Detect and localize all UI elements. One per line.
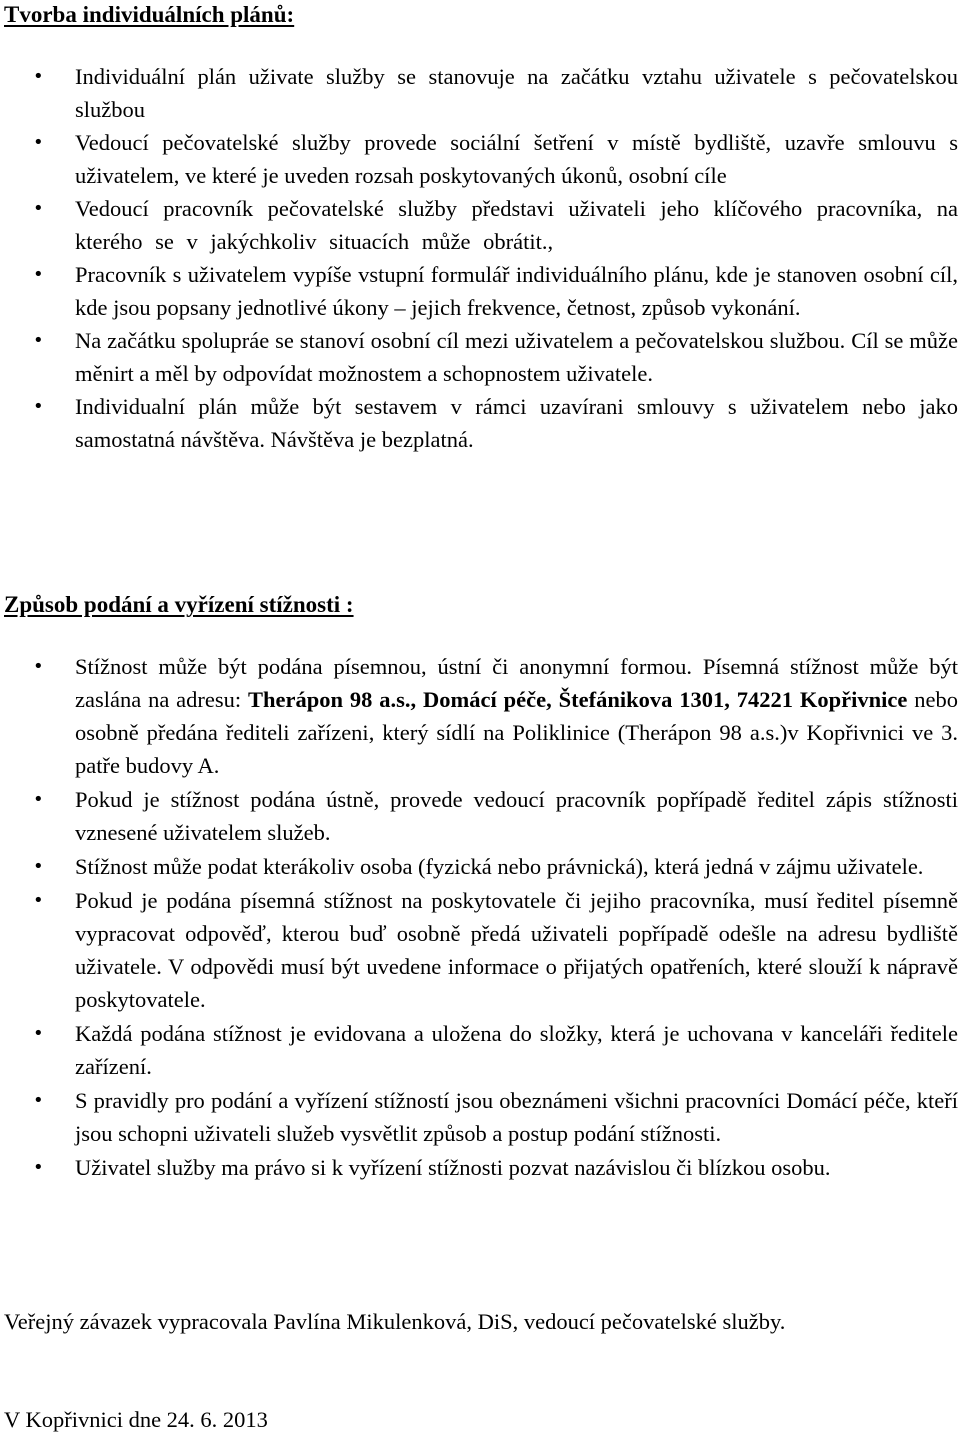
list-item: [0, 192, 958, 258]
list-item-text: Pracovník s uživatelem vypíše vstupní formulář individuálního plánu, kde je stanoven osobní cíl, kde jsou popsany jednotlivé úkony – jejich frekvence, četnost, způsob vykonání.: [75, 262, 958, 320]
list-item: [0, 650, 958, 782]
public-commitment-note: Veřejný závazek vypracovala Pavlína Mikulenková, DiS, vedoucí pečovatelské služby.: [4, 1309, 786, 1334]
list-item-text: Stížnost může být podána písemnou, ústní či anonymní formou. Písemná stížnost může být zaslána na adresu:: [75, 654, 958, 712]
list-item: [0, 324, 958, 390]
list-item-text: Uživatel služby ma právo si k vyřízení stížnosti pozvat nazávislou či blízkou osobu.: [75, 1155, 831, 1180]
bullet-icon: •: [33, 1157, 44, 1178]
list-item-text: Pokud je podána písemná stížnost na poskytovatele či jejiho pracovníka, musí ředitel písemně vypracovat odpověď, kterou buď osobně předá uživateli popřípadě odešle na adresu bydliště uživatele. V odpovědi musí být uvedene informace o přijatých opatřeních, které slouží k nápravě poskytovatele.: [75, 888, 958, 1012]
list-item-text: nebo osobně předána řediteli zařízeni, který sídlí na Poliklinice (Therápon 98 a.s.)v Kopřivnici ve 3. patře budovy A.: [75, 687, 958, 778]
section-title-complaints: Způsob podání a vyřízení stížnosti :: [4, 592, 354, 617]
bullet-icon: •: [33, 856, 44, 877]
list-item: [0, 390, 958, 456]
list-item-text: Pokud je stížnost podána ústně, provede vedoucí pracovník popřípadě ředitel zápis stížnosti vznesené uživatelem služeb.: [75, 787, 958, 845]
list-item-text: Individualní plán může být sestavem v rámci uzavírani smlouvy s uživatelem nebo jako samostatná návštěva. Návštěva je bezplatná.: [75, 394, 958, 452]
individual-plans-list: [0, 60, 958, 456]
bullet-icon: •: [33, 890, 44, 911]
list-item: [0, 850, 958, 883]
bullet-icon: •: [33, 66, 44, 87]
list-item: [0, 1017, 958, 1083]
bullet-icon: •: [33, 330, 44, 351]
place-date: V Kopřivnici dne 24. 6. 2013: [4, 1407, 268, 1432]
bullet-icon: •: [33, 1023, 44, 1044]
list-item-text: Každá podána stížnost je evidovana a uložena do složky, která je uchovana v kanceláři ředitele zařízení.: [75, 1021, 958, 1079]
bullet-icon: •: [33, 656, 44, 677]
section-title-individual-plans: Tvorba individuálních plánů:: [4, 2, 295, 27]
bullet-icon: •: [33, 1090, 44, 1111]
list-item-text: S pravidly pro podání a vyřízení stížností jsou obeznámeni všichni pracovníci Domácí péče, kteří jsou schopni uživateli služeb vysvětlit způsob a postup podání stížnosti.: [75, 1088, 958, 1146]
bullet-icon: •: [33, 396, 44, 417]
list-item-text: Vedoucí pracovník pečovatelské služby představi uživateli jeho klíčového pracovníka, na kterého se v jakýchkoliv situacích může obrátit.,: [75, 196, 958, 254]
list-item: [0, 1151, 958, 1184]
list-item: [0, 258, 958, 324]
list-item: [0, 60, 958, 126]
bullet-icon: •: [33, 264, 44, 285]
list-item-text: Na začátku spolupráe se stanoví osobní cíl mezi uživatelem a pečovatelskou službou. Cíl se může měnirt a měl by odpovídat možnostem a schopnostem uživatele.: [75, 328, 958, 386]
list-item: [0, 884, 958, 1016]
bullet-icon: •: [33, 198, 44, 219]
list-item-text: Individuální plán uživate služby se stanovuje na začátku vztahu uživatele s pečovatelskou službou: [75, 64, 958, 122]
bullet-icon: •: [33, 132, 44, 153]
list-item: [0, 1084, 958, 1150]
address-text: Therápon 98 a.s., Domácí péče, Štefánikova 1301, 74221 Kopřivnice: [248, 687, 908, 712]
list-item: [0, 126, 958, 192]
list-item: [0, 783, 958, 849]
list-item-text: Vedoucí pečovatelské služby provede sociální šetření v místě bydliště, uzavře smlouvu s uživatelem, ve které je uveden rozsah poskytovaných úkonů, osobní cíle: [75, 130, 958, 188]
complaints-list: [0, 650, 958, 1185]
list-item-text: Stížnost může podat kterákoliv osoba (fyzická nebo právnická), která jedná v zájmu uživatele.: [75, 854, 924, 879]
bullet-icon: •: [33, 789, 44, 810]
